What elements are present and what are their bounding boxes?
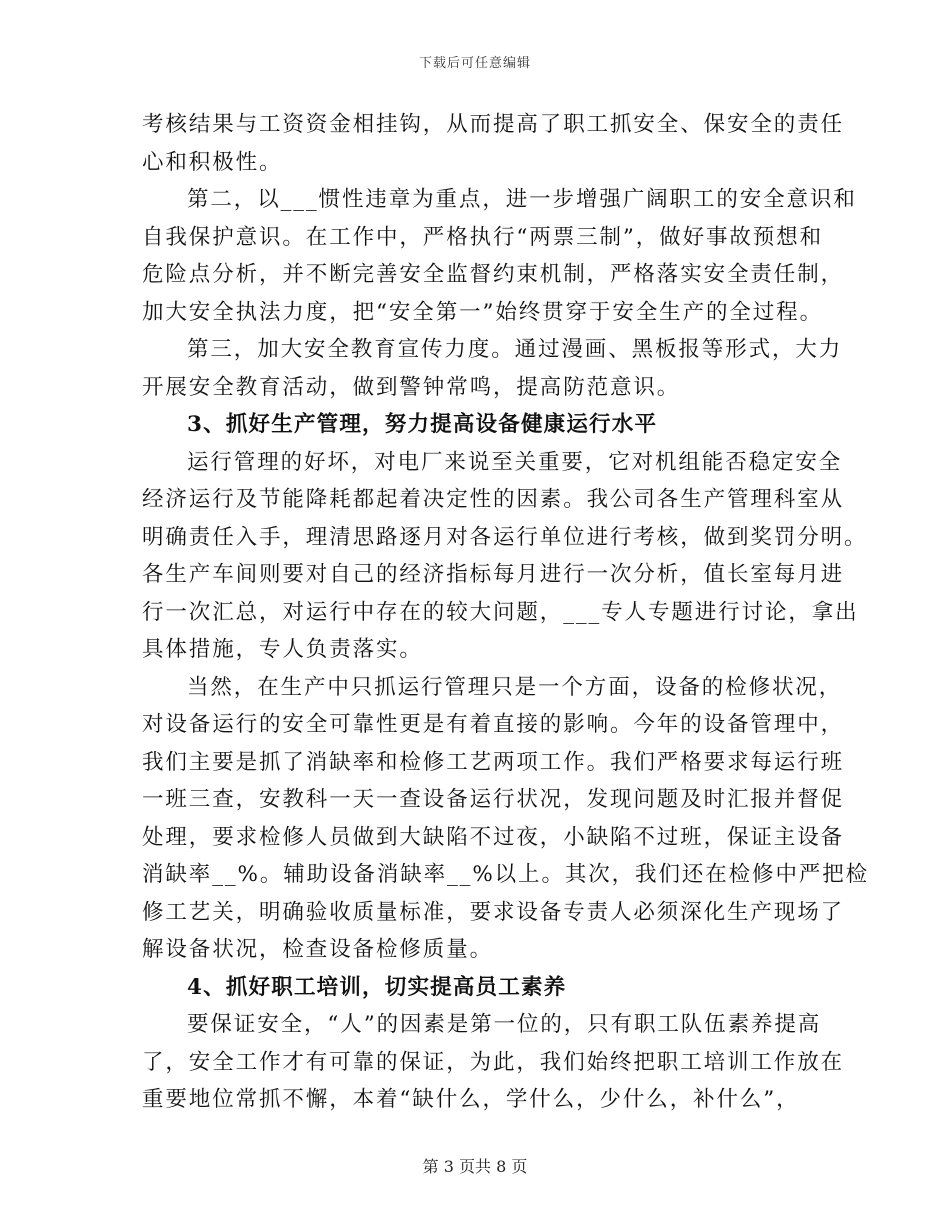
paragraph-line: 加大安全执法力度，把“安全第一”始终贯穿于安全生产的全过程。 bbox=[142, 299, 823, 325]
paragraph-line: 解设备状况，检查设备检修质量。 bbox=[142, 937, 494, 962]
paragraph-line: 各生产车间则要对自己的经济指标每月进行一次分析，值长室每月进 bbox=[142, 562, 845, 587]
section-heading: 3、抓好生产管理，努力提高设备健康运行水平 bbox=[187, 412, 658, 437]
paragraph-line: 我们主要是抓了消缺率和检修工艺两项工作。我们严格要求每运行班 bbox=[142, 749, 845, 775]
paragraph-line: 心和积极性。 bbox=[142, 149, 283, 175]
paragraph-line: 明确责任入手，理清思路逐月对各运行单位进行考核，做到奖罚分明。 bbox=[142, 524, 868, 550]
paragraph-line: 经济运行及节能降耗都起着决定性的因素。我公司各生产管理科室从 bbox=[142, 487, 845, 512]
paragraph-line: 第三，加大安全教育宣传力度。通过漫画、黑板报等形式，大力 bbox=[187, 337, 843, 362]
paragraph-line: 考核结果与工资资金相挂钩，从而提高了职工抓安全、保安全的责任 bbox=[142, 112, 845, 137]
paragraph-line: 自我保护意识。在工作中，严格执行“两票三制”，做好事故预想和 bbox=[142, 224, 823, 250]
paragraph-line: 一班三查，安教科一天一查设备运行状况，发现问题及时汇报并督促 bbox=[142, 787, 845, 812]
paragraph-line: 要保证安全，“人”的因素是第一位的，只有职工队伍素养提高 bbox=[187, 1012, 822, 1037]
paragraph-line: 当然，在生产中只抓运行管理只是一个方面，设备的检修状况， bbox=[187, 674, 843, 700]
paragraph-line: 第二，以___惯性违章为重点，进一步增强广阔职工的安全意识和 bbox=[187, 187, 857, 212]
paragraph-line: 了，安全工作才有可靠的保证，为此，我们始终把职工培训工作放在 bbox=[142, 1049, 845, 1075]
paragraph-line: 处理，要求检修人员做到大缺陷不过夜，小缺陷不过班，保证主设备 bbox=[142, 824, 845, 850]
paragraph-line: 开展安全教育活动，做到警钟常鸣，提高防范意识。 bbox=[142, 374, 681, 400]
page-header: 下载后可任意编辑 bbox=[418, 56, 531, 71]
paragraph-line: 重要地位常抓不懈，本着“缺什么，学什么，少什么，补什么”， bbox=[142, 1087, 800, 1112]
paragraph-line: 具体措施，专人负责落实。 bbox=[142, 637, 423, 662]
document-body bbox=[142, 106, 870, 1119]
section-heading: 4、抓好职工培训，切实提高员工素养 bbox=[187, 974, 567, 1000]
paragraph-line: 修工艺关，明确验收质量标准，要求设备专责人必须深化生产现场了 bbox=[142, 899, 845, 925]
paragraph-line: 对设备运行的安全可靠性更是有着直接的影响。今年的设备管理中， bbox=[142, 712, 845, 737]
paragraph-line: 行一次汇总，对运行中存在的较大问题，___专人专题进行讨论，拿出 bbox=[142, 599, 859, 625]
paragraph-line: 消缺率__%。辅助设备消缺率__%以上。其次，我们还在检修中严把检 bbox=[142, 862, 870, 887]
paragraph-line: 危险点分析，并不断完善安全监督约束机制，严格落实安全责任制， bbox=[142, 262, 845, 287]
page-footer: 第 3 页共 8 页 bbox=[422, 1157, 528, 1176]
paragraph-line: 运行管理的好坏，对电厂来说至关重要，它对机组能否稳定安全 bbox=[187, 449, 843, 475]
